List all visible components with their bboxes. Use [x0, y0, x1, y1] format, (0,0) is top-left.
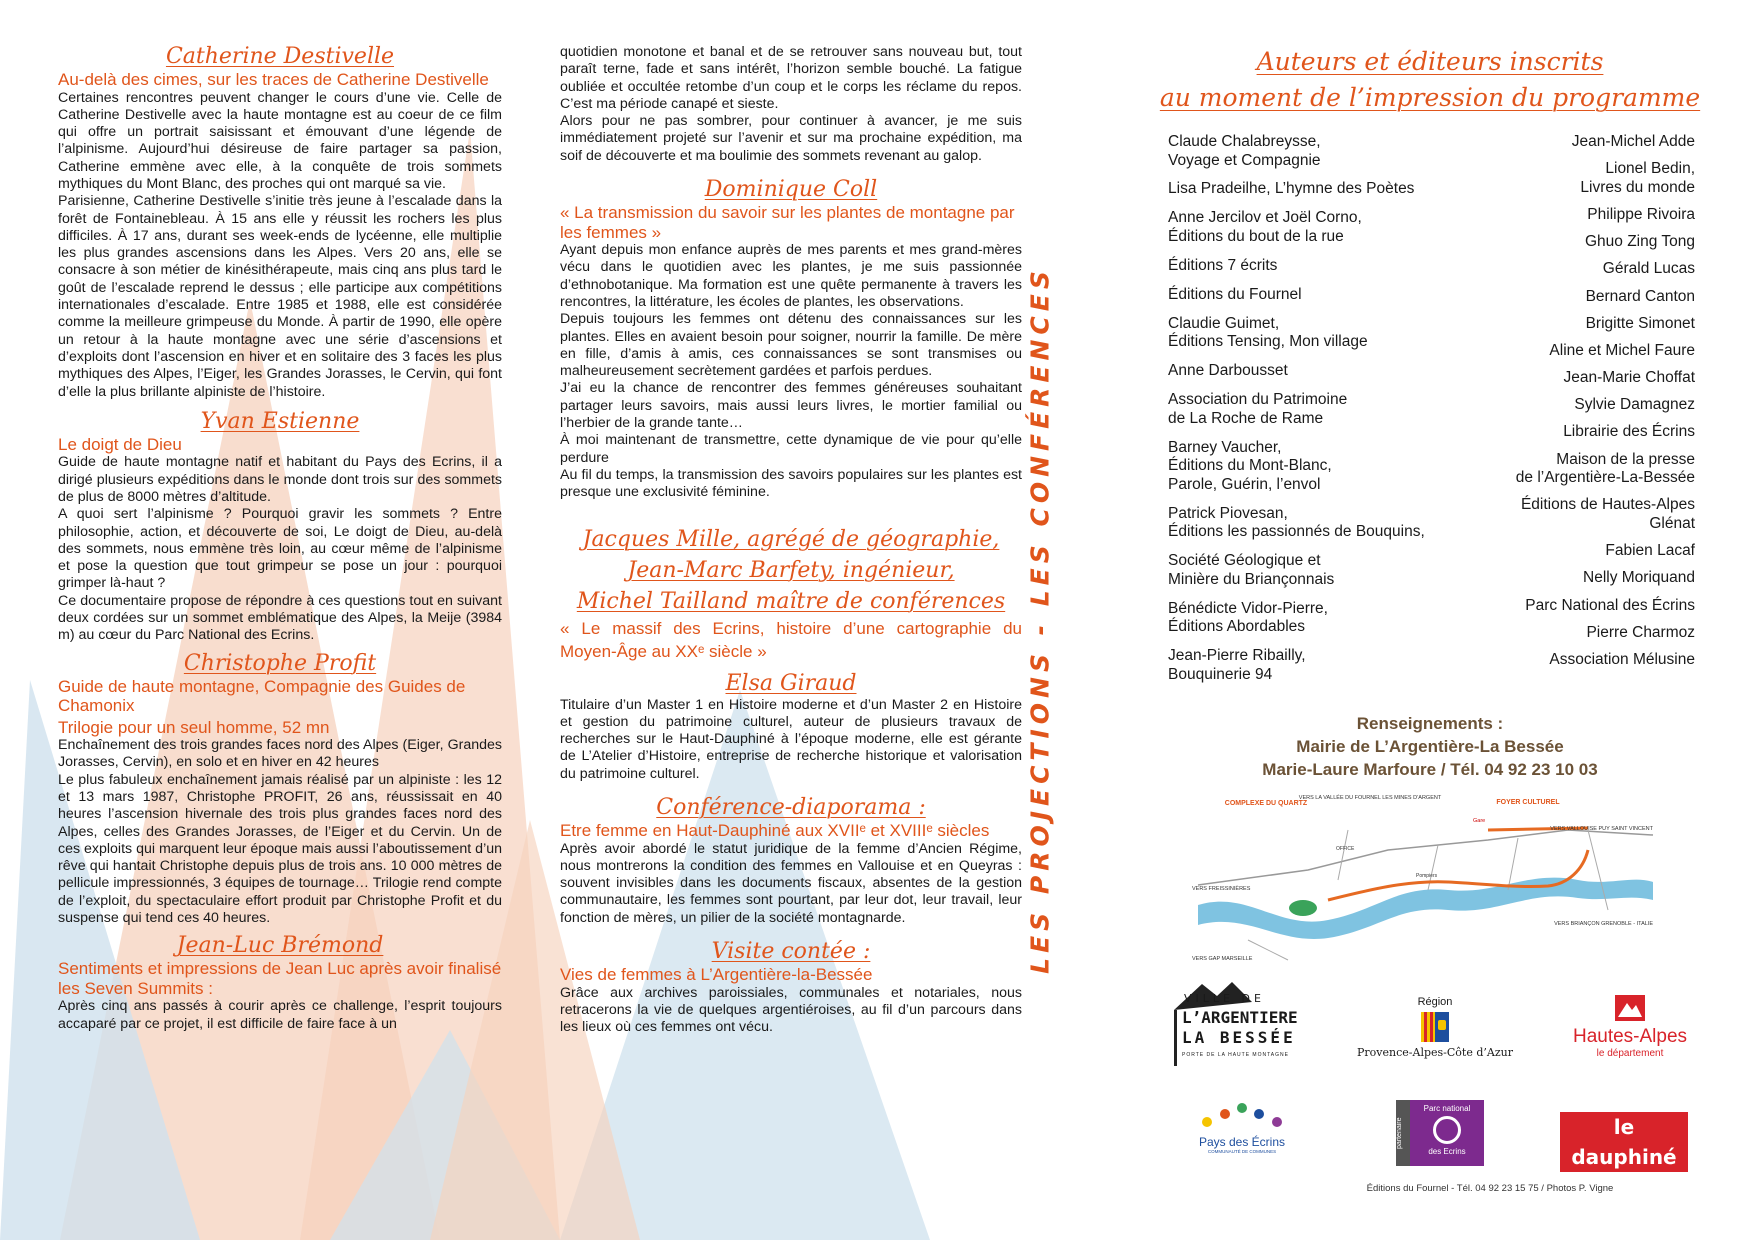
- footer-text: Éditions du Fournel - Tél. 04 92 23 15 75 / Photos P. Vigne: [1366, 1183, 1614, 1194]
- paragraph: quotidien monotone et banal et de se retrouver sans nouveau but, tout paraît terne, fade et sans intérêt, l’horizon semble bouché. La fatigue oubliée et occultée retombe d’un coup et le corps les réclame du repos. C’est ma période canapé et sieste.: [560, 44, 1022, 112]
- paragraph: Parisienne, Catherine Destivelle s’initie très jeune à l’escalade dans la forêt de Fontainebleau. À 15 ans elle y réussit les rochers les plus difficiles. À 17 ans, durant ses week-ends de lycéenne, elle multiplie les plus grandes ascensions dans les Alpes. Vers 20 ans, elle se consacre à son métier de kinésithérapeute, mais cinq ans plus tard le goût de l’escalade reprend le dessus ; elle participe aux compétitions internationales d’escalade. Entre 1985 et 1988, elle est considérée comme la meilleure grimpeuse du Monde. À partir de 1990, elle opère un retour à la haute montagne avec une série d’ascensions et d’exploits dont l’ascension en hiver et en solitaire des 3 faces les plus mythiques des Alpes, l’Eiger, les Grandes Jorasses, le Cervin, qui font d’elle la plus brillante alpiniste de l’histoire.: [58, 193, 502, 400]
- paragraph: Enchaînement des trois grandes faces nord des Alpes (Eiger, Grandes Jorasses, Cervin), en solo et en hiver en 42 heures: [58, 737, 502, 771]
- paragraph: Le plus fabuleux enchaînement jamais réalisé par un alpiniste : les 12 et 13 mars 1987, Christophe PROFIT, 26 ans, réussissait en 40 heures l’ascension hivernale des trois plus grandes faces nord des Alpes, celles des Grandes Jorasses, de l’Eiger et du Cervin. Un de ces exploits qui marquent leur époque mais aussi l’aboutissement d’un rêve qui hantait Christophe depuis plus de trois ans. 10 000 mètres de pellicule impressionnés, 3 équipes de tournage… Trilogie rend compte de l’exploit, du spectaculaire effort produit par Christophe Profit et du suspense qui tend ces 40 heures.: [58, 771, 503, 927]
- hautes-alpes-sub: le département: [1596, 1048, 1664, 1059]
- column-2: [560, 44, 1022, 1036]
- author-entry: Nelly Moriquand: [1583, 569, 1695, 587]
- author-entry: Brigitte Simonet: [1585, 314, 1695, 332]
- author-entry: Patrick Piovesan, Éditions les passionnés de Bouquins,: [1168, 504, 1425, 541]
- section-name: Yvan Estienne: [200, 408, 360, 434]
- hautes-alpes-name: Hautes-Alpes: [1572, 1026, 1688, 1047]
- partenaire-label: [1396, 1100, 1410, 1166]
- authors-title: [1150, 44, 1710, 116]
- section-name: Conférence-diaporama :: [656, 795, 926, 821]
- author-entry: Philippe Rivoira: [1587, 205, 1695, 223]
- author-entry: Pierre Charmoz: [1586, 623, 1695, 641]
- authors-title-line: Auteurs et éditeurs inscrits: [1256, 47, 1604, 76]
- author-entry: Jean-Marie Choffat: [1563, 369, 1695, 387]
- author-entry: Lionel Bedin, Livres du monde: [1580, 160, 1695, 196]
- author-entry: Ghuo Zing Tong: [1584, 233, 1695, 251]
- pays-ecrins-logo: [1172, 1100, 1312, 1165]
- author-entry: Bernard Canton: [1585, 287, 1695, 305]
- map-label: VERS LA VALLÉE DU FOURNEL LES MINES D’ARGENT: [1298, 795, 1442, 801]
- region-flag-icon: [1421, 1012, 1449, 1042]
- region-logo: [1350, 996, 1520, 1076]
- author-entry: Claudie Guimet, Éditions Tensing, Mon village: [1168, 314, 1368, 351]
- map-label: Gare: [1473, 818, 1486, 824]
- author-entry: Sylvie Damagnez: [1574, 396, 1695, 414]
- region-label: Région: [1417, 996, 1453, 1008]
- spiral-icon: [1433, 1116, 1461, 1144]
- section-name: Jacques Mille, agrégé de géographie,: [582, 526, 1000, 552]
- section-subtitle: Le doigt de Dieu: [58, 434, 182, 454]
- paragraph: Au fil du temps, la transmission des savoirs populaires sur les plantes est presque une exclusivité féminine.: [560, 466, 1022, 501]
- paragraph: Après avoir abordé le statut juridique de la femme d’Ancien Régime, nous montrerons la condition des femmes en Vallouise et en Queyras : souvent invisibles dans les documents fiscaux, absentes de la gestion communautaire, les femmes sont pourtant, par leur dot, leur travail, leur fonction de mères, un pilier de la société montagnarde.: [560, 840, 1022, 926]
- map-label: OFFICE: [1336, 846, 1355, 852]
- parc-box: [1410, 1100, 1484, 1166]
- map-label: COMPLEXE DU QUARTZ: [1224, 800, 1308, 807]
- author-entry: Fabien Lacaf: [1605, 542, 1695, 560]
- town-map: [1188, 790, 1658, 970]
- author-entry: Anne Jercilov et Joël Corno, Éditions du bout de la rue: [1168, 209, 1362, 245]
- author-entry: Librairie des Écrins: [1563, 423, 1695, 441]
- info-heading: Renseignements :: [1356, 714, 1504, 733]
- author-entry: Association du Patrimoine de La Roche de Rame: [1168, 391, 1348, 427]
- section-subtitle: « Le massif des Ecrins, histoire d’une cartographie du Moyen-Âge au XXᵉ siècle »: [560, 618, 1022, 661]
- footer-credits: [1280, 1183, 1700, 1194]
- paragraph: Grâce aux archives paroissiales, communales et notariales, nous retracerons la vie de quelques argentiéroises, au fil d’un parcours dans les lieux où ces femmes ont vécu.: [560, 984, 1022, 1036]
- dauphine-name: le dauphiné: [1560, 1112, 1688, 1172]
- column-1: [58, 44, 502, 1033]
- map-label: VERS GAP MARSEILLE: [1192, 956, 1253, 962]
- author-entry: Éditions 7 écrits: [1168, 256, 1278, 274]
- section-name: Jean-Marc Barfety, ingénieur,: [627, 557, 955, 583]
- author-entry: Barney Vaucher, Éditions du Mont-Blanc, Parole, Guérin, l’envol: [1168, 438, 1332, 493]
- ville-logo: [1172, 980, 1322, 1070]
- map-label: VERS BRIANÇON GRENOBLE - ITALIE: [1554, 921, 1653, 927]
- paragraph: Ayant depuis mon enfance auprès de mes parents et mes grand-mères vécu dans le quotidien avec les plantes, je me suis passionnée d’ethnobotanique. Ma formation est une quête permanente à travers les rencontres, la littérature, les écoles de plantes, les observations.: [560, 242, 1022, 310]
- vertical-title: LES PROJECTIONS - LES CONFÉRENCES: [1025, 266, 1055, 974]
- ville-logo-line: LA BESSÉE: [1182, 1028, 1296, 1047]
- ville-logo-line: L’ARGENTIERE: [1182, 1008, 1298, 1027]
- section-subtitle: Guide de haute montagne, Compagnie des Guides de Chamonix: [58, 676, 466, 716]
- author-entry: Bénédicte Vidor-Pierre, Éditions Abordables: [1168, 599, 1328, 636]
- author-entry: Maison de la presse de l’Argentière-La-Bessée: [1515, 450, 1695, 487]
- paragraph: Alors pour ne pas sombrer, pour continuer à avancer, je me suis immédiatement projeté sur l’avenir et sur ma prochaine expédition, ma soif de découverte et ma boulimie des sommets revenant au galop.: [560, 113, 1022, 164]
- author-entry: Jean-Pierre Ribailly, Bouquinerie 94: [1168, 647, 1306, 683]
- section-subtitle: Vies de femmes à L’Argentière-la-Bessée: [560, 965, 873, 984]
- section-subtitle: Etre femme en Haut-Dauphiné aux XVIIᵉ et XVIIIᵉ siècles: [560, 821, 990, 841]
- hautes-alpes-logo: [1560, 995, 1700, 1070]
- section-name: Catherine Destivelle: [165, 44, 395, 69]
- partenaire-text: partenaire: [1396, 1117, 1403, 1149]
- author-entry: Anne Darbousset: [1168, 362, 1288, 380]
- section-name: Michel Tailland maître de conférences: [576, 588, 1006, 614]
- map-label: VERS FREISSINIÈRES: [1192, 886, 1251, 892]
- section-subtitle: Sentiments et impressions de Jean Luc après avoir finalisé les Seven Summits :: [58, 959, 502, 998]
- parc-bottom: des Ecrins: [1428, 1147, 1466, 1156]
- parc-logo: [1396, 1100, 1498, 1166]
- info-mairie: Mairie de L’Argentière-La Bessée: [1296, 737, 1564, 756]
- mountain-flag-icon: [1615, 995, 1645, 1021]
- author-entry: Jean-Michel Adde: [1571, 133, 1695, 150]
- paragraph: À moi maintenant de transmettre, cette dynamique de vie pour qu’elle perdure: [560, 432, 1022, 466]
- pays-ecrins-name: Pays des Écrins: [1198, 1135, 1286, 1149]
- author-entry: Claude Chalabreysse, Voyage et Compagnie: [1168, 133, 1321, 169]
- ville-logo-tag: PORTE DE LA HAUTE MONTAGNE: [1182, 1052, 1289, 1058]
- section-subtitle: Au-delà des cimes, sur les traces de Catherine Destivelle: [58, 70, 489, 89]
- author-entry: Lisa Pradeilhe, L’hymne des Poètes: [1168, 180, 1415, 198]
- region-name: Provence-Alpes-Côte d’Azur: [1357, 1046, 1513, 1059]
- section-name: Visite contée :: [711, 939, 871, 964]
- map-label: FOYER CULTUREL: [1496, 799, 1560, 806]
- paragraph: Certaines rencontres peuvent changer le cours d’une vie. Celle de Catherine Destivelle avec la haute montagne est au coeur de ce film qui offre un portrait saisissant et émouvant d’une légende de l’alpinisme. Aujourd’hui désireuse de faire partager sa passion, Catherine emmène avec elle, à la conquête de trois sommets mythiques du Mont Blanc, des proches qui ont marqué sa vie.: [58, 89, 502, 192]
- paragraph: Guide de haute montagne natif et habitant du Pays des Ecrins, il a dirigé plusieurs expéditions dans le monde dont trois sur des sommets de plus de 8000 mètres d’altitude.: [58, 454, 502, 505]
- author-entry: Éditions du Fournel: [1168, 285, 1302, 303]
- section-name: Elsa Giraud: [725, 670, 857, 696]
- author-entry: Association Mélusine: [1549, 650, 1695, 668]
- author-entry: Aline et Michel Faure: [1549, 341, 1695, 359]
- authors-list-right: [1375, 133, 1695, 678]
- paragraph: A quoi sert l’alpinisme ? Pourquoi gravir les sommets ? Entre philosophie, action, et découverte de soi, Le doigt de Dieu, au-delà des sommets, nous emmène très loin, au cœur même de l’alpinisme et pose la question que tout grimpeur se pose un jour : pourquoi grimper là-haut ?: [58, 506, 502, 592]
- authors-title-line: au moment de l’impression du programme: [1159, 83, 1701, 112]
- info-block: [1170, 712, 1690, 781]
- map-label: VERS VALLOUISE PUY SAINT VINCENT: [1550, 826, 1653, 832]
- author-entry: Société Géologique et Minière du Briançonnais: [1168, 552, 1335, 588]
- paragraph: J’ai eu la chance de rencontrer des femmes généreuses souhaitant partager leurs savoirs, mais aussi leurs livres, le mortier familial ou l’herbier de la grande tante…: [560, 380, 1022, 432]
- pays-ecrins-sub: COMMUNAUTÉ DE COMMUNES: [1207, 1149, 1277, 1154]
- paragraph: Depuis toujours les femmes ont détenu des connaissances sur les plantes. Elles en avaient besoin pour soigner, nourrir la famille. De mère en fille, d’amis à amis, ces connaissances se sont transmises ou malheureusement secrètement gardées et parfois perdues.: [560, 311, 1022, 380]
- paragraph: Titulaire d’un Master 1 en Histoire moderne et d’un Master 2 en Histoire et gestion du patrimoine culturel, auteur de plusieurs travaux de recherches sur le Haut-Dauphiné à l’époque moderne, elle est gérante de L’Atelier d’Histoire, entreprise de recherche historique et valorisation du patrimoine culturel.: [560, 696, 1022, 782]
- author-entry: Éditions de Hautes-Alpes Glénat: [1520, 496, 1695, 533]
- parc-top: Parc national: [1423, 1104, 1471, 1113]
- dauphine-logo: [1560, 1112, 1688, 1169]
- section-subtitle: Trilogie pour un seul homme, 52 mn: [58, 717, 330, 737]
- figures-icon: [1187, 1100, 1297, 1130]
- ville-logo-line: VILLE DE: [1184, 992, 1265, 1005]
- section-name: Christophe Profit: [183, 650, 377, 676]
- author-entry: Parc National des Écrins: [1525, 596, 1695, 614]
- paragraph: Après cinq ans passés à courir après ce challenge, l’esprit toujours accaparé par ce projet, il est difficile de faire face à un: [58, 998, 502, 1032]
- section-name: Dominique Coll: [704, 177, 878, 203]
- author-entry: Gérald Lucas: [1602, 260, 1695, 278]
- map-label: Pompiers: [1416, 873, 1438, 879]
- paragraph: Ce documentaire propose de répondre à ces questions tout en suivant deux cordées sur un sommet emblématique des Alpes, la Meije (3984 m) au cœur du Parc National des Ecrins.: [58, 592, 502, 644]
- info-contact: Marie-Laure Marfoure / Tél. 04 92 23 10 03: [1262, 760, 1598, 779]
- section-subtitle: « La transmission du savoir sur les plantes de montagne par les femmes »: [560, 203, 1015, 242]
- dauphine-sub: LIBÉRÉ: [1668, 1142, 1686, 1148]
- section-name: Jean-Luc Brémond: [176, 933, 384, 959]
